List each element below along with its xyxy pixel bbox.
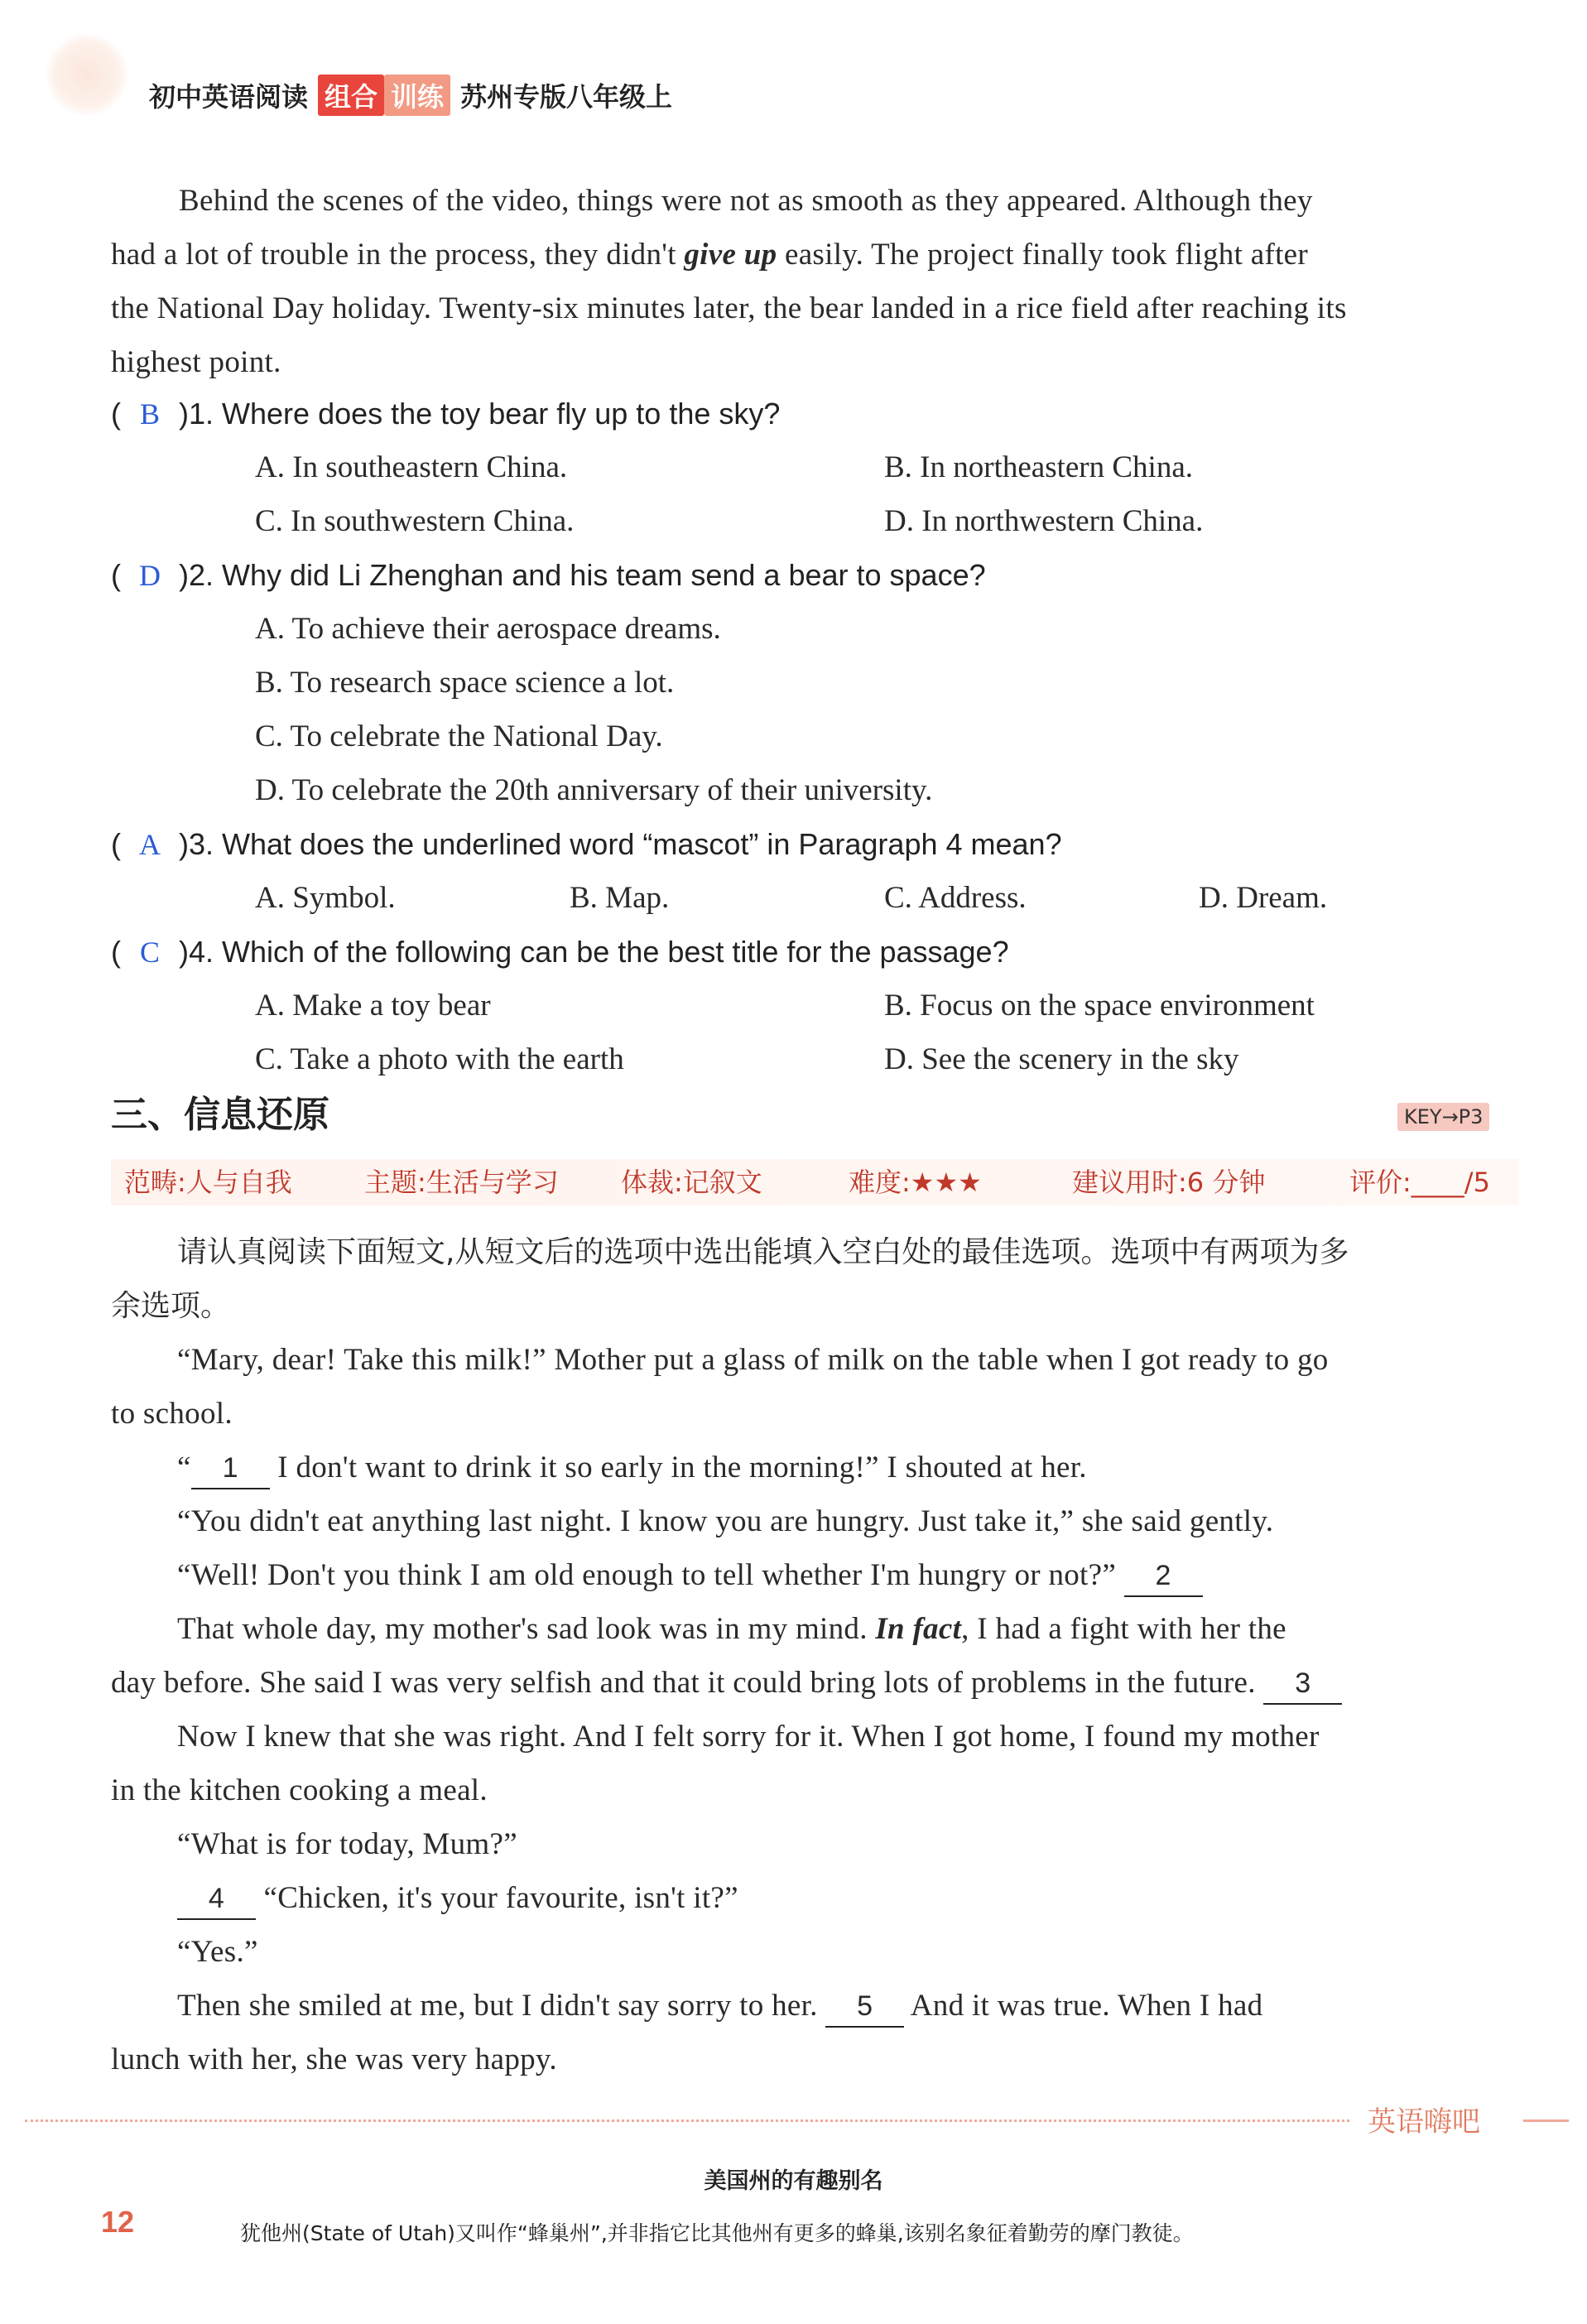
logo-decoration [46, 33, 128, 116]
blank-4: 4 [177, 1879, 256, 1920]
blank-3: 3 [1263, 1663, 1342, 1705]
story-line: “What is for today, Mum?” [177, 1827, 517, 1861]
question-text: Which of the following can be the best title for the passage? [222, 935, 1009, 969]
meta-time: 建议用时:6 分钟 [1072, 1167, 1266, 1198]
story-line: to school. [111, 1397, 233, 1431]
answer-1: B [139, 397, 160, 431]
meta-score: 评价:____/5 [1349, 1167, 1490, 1198]
book-title: 初中英语阅读 [149, 81, 309, 113]
edition-label: 苏州专版八年级上 [460, 81, 673, 113]
question-1: ( B )1. Where does the toy bear fly up to the sky? [111, 389, 780, 439]
question-2: ( D )2. Why did Li Zhenghan and his team send a bear to space? [111, 551, 986, 600]
question-number: )3. [179, 827, 214, 861]
passage-line: the National Day holiday. Twenty-six minutes later, the bear landed in a rice field after reaching its [111, 291, 1347, 325]
page-header [149, 73, 672, 118]
story-line [111, 1656, 1518, 1710]
story-line: “Yes.” [177, 1935, 258, 1969]
footer-note: 犹他州(State of Utah)又叫作“蜂巢州”,并非指它比其他州有更多的蜂巢,该别名象征着勤劳的摩门教徒。 [240, 2221, 1194, 2245]
story-text: “ [177, 1451, 191, 1484]
meta-background [111, 1159, 1518, 1205]
option: D. In northwestern China. [884, 504, 1204, 538]
option: A. Symbol. [255, 881, 396, 915]
passage-text: easily. The project finally took flight after [777, 238, 1308, 272]
option: B. Focus on the space environment [884, 989, 1315, 1022]
story-line: Now I knew that she was right. And I felt sorry for it. When I got home, I found my mother [177, 1720, 1320, 1754]
passage-line: Behind the scenes of the video, things were not as smooth as they appeared. Although they [179, 184, 1313, 218]
passage-line: highest point. [111, 345, 281, 379]
footer-divider [1523, 2120, 1569, 2122]
option: D. See the scenery in the sky [884, 1042, 1239, 1076]
section-title: 三、信息还原 [111, 1094, 329, 1136]
footer-title: 美国州的有趣别名 [704, 2168, 883, 2194]
question-text: Why did Li Zhenghan and his team send a bear to space? [222, 558, 986, 592]
page-number: 12 [101, 2205, 135, 2239]
instruction-line: 请认真阅读下面短文,从短文后的选项中选出能填入空白处的最佳选项。选项中有两项为多 [177, 1235, 1349, 1269]
story-text: Then she smiled at me, but I didn't say sorry to her. [177, 1989, 826, 2023]
story-text: And it was true. When I had [904, 1989, 1263, 2023]
story-line: in the kitchen cooking a meal. [111, 1773, 488, 1807]
meta-theme: 主题:生活与学习 [364, 1167, 559, 1198]
story-line: “You didn't eat anything last night. I know you are hungry. Just take it,” she said gently. [177, 1504, 1274, 1538]
story-text: day before. She said I was very selfish and that it could bring lots of problems in the future. [111, 1666, 1264, 1700]
story-text: “Well! Don't you think I am old enough to tell whether I'm hungry or not?” [177, 1558, 1124, 1592]
footer-divider [25, 2120, 1349, 2122]
option: A. Make a toy bear [255, 989, 491, 1022]
story-line [111, 1602, 1518, 1656]
option: C. In southwestern China. [255, 504, 575, 538]
option: B. To research space science a lot. [255, 666, 675, 700]
passage-line [111, 228, 1518, 281]
option: B. In northeastern China. [884, 450, 1193, 484]
answer-3: A [139, 828, 161, 861]
story-line: lunch with her, she was very happy. [111, 2043, 557, 2076]
option: D. To celebrate the 20th anniversary of their university. [255, 773, 933, 807]
option: D. Dream. [1199, 881, 1328, 915]
footer-brand: 英语嗨吧 [1368, 2105, 1480, 2139]
question-4: ( C )4. Which of the following can be the best title for the passage? [111, 927, 1009, 977]
story-text: , I had a fight with her the [961, 1612, 1286, 1646]
story [111, 1333, 1518, 2086]
story-line [111, 1441, 1518, 1494]
story-line: “Mary, dear! Take this milk!” Mother put a glass of milk on the table when I got ready to go [177, 1343, 1329, 1377]
blank-5: 5 [825, 1986, 904, 2028]
meta-domain: 范畴:人与自我 [124, 1167, 292, 1198]
question-number: )1. [179, 397, 214, 431]
instruction [111, 1225, 1518, 1333]
option: C. To celebrate the National Day. [255, 719, 663, 753]
blank-2: 2 [1124, 1556, 1203, 1597]
question-number: )2. [179, 558, 214, 592]
tag-combination: 组合 [318, 75, 384, 116]
option: C. Address. [884, 881, 1027, 915]
blank-1: 1 [191, 1448, 270, 1489]
question-text: Where does the toy bear fly up to the sky? [222, 397, 781, 431]
story-text: I don't want to drink it so early in the morning!” I shouted at her. [269, 1451, 1087, 1484]
question-number: )4. [179, 935, 214, 969]
phrase-in-fact: In fact [875, 1612, 962, 1646]
phrase-give-up: give up [684, 238, 777, 272]
story-text: That whole day, my mother's sad look was in my mind. [177, 1612, 876, 1646]
option: C. Take a photo with the earth [255, 1042, 624, 1076]
instruction-line: 余选项。 [111, 1289, 231, 1323]
passage-text: had a lot of trouble in the process, they didn't [111, 238, 685, 272]
tag-training: 训练 [384, 75, 450, 116]
answer-4: C [139, 936, 160, 969]
story-line [111, 1871, 1518, 1925]
meta-difficulty: 难度:★★★ [849, 1167, 982, 1198]
option: A. To achieve their aerospace dreams. [255, 612, 721, 646]
story-line [111, 1548, 1518, 1602]
passage-paragraph [111, 174, 1518, 389]
answer-2: D [139, 559, 161, 592]
story-text: “Chicken, it's your favourite, isn't it?” [256, 1881, 738, 1915]
answer-key-badge: KEY→P3 [1397, 1103, 1489, 1131]
question-3: ( A )3. What does the underlined word “mascot” in Paragraph 4 mean? [111, 820, 1062, 869]
option: B. Map. [570, 881, 670, 915]
story-line [111, 1979, 1518, 2033]
option: A. In southeastern China. [255, 450, 568, 484]
meta-genre: 体裁:记叙文 [621, 1167, 762, 1198]
question-text: What does the underlined word “mascot” in Paragraph 4 mean? [222, 827, 1062, 861]
